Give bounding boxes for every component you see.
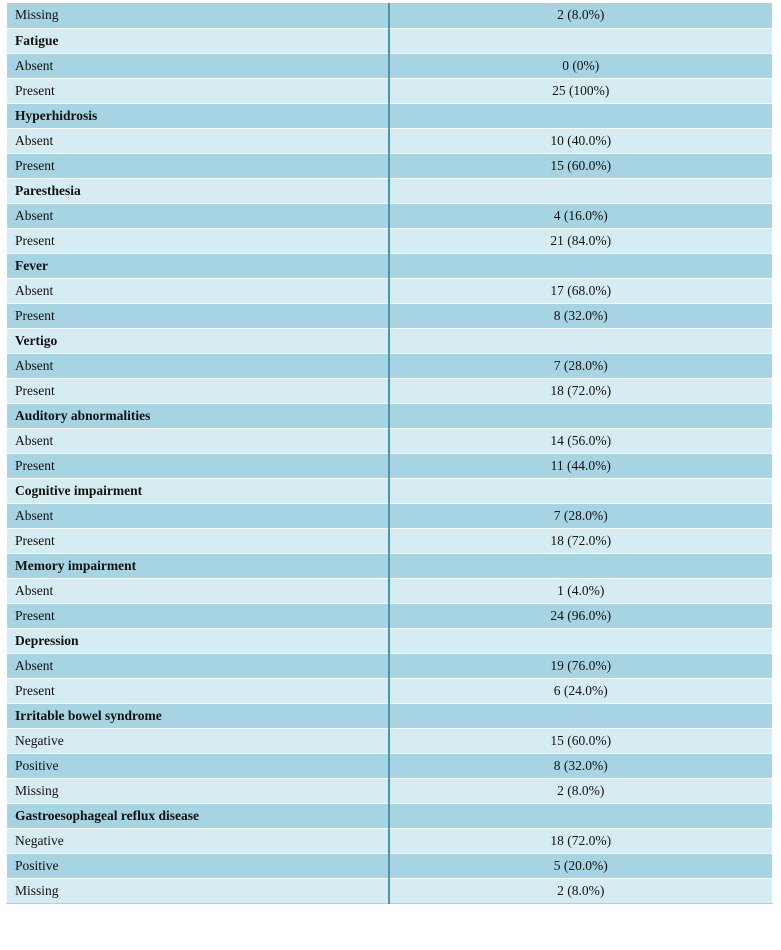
table-group-header-row bbox=[7, 553, 773, 578]
row-value: 6 (24.0%) bbox=[389, 678, 773, 703]
row-label: Absent bbox=[7, 503, 389, 528]
table-row bbox=[7, 203, 773, 228]
row-value: 0 (0%) bbox=[389, 53, 773, 78]
row-label: Positive bbox=[7, 853, 389, 878]
table-group-header-row bbox=[7, 628, 773, 653]
table-row bbox=[7, 428, 773, 453]
table-row bbox=[7, 453, 773, 478]
row-label: Auditory abnormalities bbox=[7, 403, 389, 428]
table-row bbox=[7, 78, 773, 103]
row-label: Present bbox=[7, 678, 389, 703]
row-value: 19 (76.0%) bbox=[389, 653, 773, 678]
row-value: 18 (72.0%) bbox=[389, 378, 773, 403]
table-group-header-row bbox=[7, 478, 773, 503]
row-value: 21 (84.0%) bbox=[389, 228, 773, 253]
row-label: Fever bbox=[7, 253, 389, 278]
table-row bbox=[7, 128, 773, 153]
row-label: Absent bbox=[7, 653, 389, 678]
row-value bbox=[389, 253, 773, 278]
row-value: 15 (60.0%) bbox=[389, 153, 773, 178]
table-row bbox=[7, 853, 773, 878]
row-value: 24 (96.0%) bbox=[389, 603, 773, 628]
row-value: 7 (28.0%) bbox=[389, 503, 773, 528]
row-label: Depression bbox=[7, 628, 389, 653]
row-label: Fatigue bbox=[7, 28, 389, 53]
row-value bbox=[389, 478, 773, 503]
row-label: Negative bbox=[7, 728, 389, 753]
table-group-header-row bbox=[7, 103, 773, 128]
row-value bbox=[389, 628, 773, 653]
row-value: 10 (40.0%) bbox=[389, 128, 773, 153]
row-value bbox=[389, 703, 773, 728]
row-value bbox=[389, 803, 773, 828]
table-row bbox=[7, 578, 773, 603]
row-value bbox=[389, 103, 773, 128]
row-value: 18 (72.0%) bbox=[389, 528, 773, 553]
row-value: 5 (20.0%) bbox=[389, 853, 773, 878]
row-value: 1 (4.0%) bbox=[389, 578, 773, 603]
table-row bbox=[7, 228, 773, 253]
row-label: Absent bbox=[7, 53, 389, 78]
table-group-header-row bbox=[7, 328, 773, 353]
row-label: Present bbox=[7, 78, 389, 103]
row-label: Missing bbox=[7, 878, 389, 903]
table-row bbox=[7, 778, 773, 803]
row-value: 2 (8.0%) bbox=[389, 878, 773, 903]
table-row bbox=[7, 3, 773, 28]
row-label: Absent bbox=[7, 278, 389, 303]
table-row bbox=[7, 728, 773, 753]
row-label: Paresthesia bbox=[7, 178, 389, 203]
table-group-header-row bbox=[7, 28, 773, 53]
row-label: Present bbox=[7, 303, 389, 328]
row-label: Present bbox=[7, 228, 389, 253]
row-label: Vertigo bbox=[7, 328, 389, 353]
row-label: Irritable bowel syndrome bbox=[7, 703, 389, 728]
row-value: 14 (56.0%) bbox=[389, 428, 773, 453]
row-label: Present bbox=[7, 153, 389, 178]
row-label: Cognitive impairment bbox=[7, 478, 389, 503]
table-row bbox=[7, 278, 773, 303]
row-value bbox=[389, 28, 773, 53]
row-label: Absent bbox=[7, 428, 389, 453]
row-value: 18 (72.0%) bbox=[389, 828, 773, 853]
table-body bbox=[7, 3, 773, 903]
row-label: Present bbox=[7, 528, 389, 553]
symptom-table bbox=[6, 3, 773, 904]
row-value bbox=[389, 403, 773, 428]
table-row bbox=[7, 678, 773, 703]
table-row bbox=[7, 53, 773, 78]
row-label: Negative bbox=[7, 828, 389, 853]
row-label: Absent bbox=[7, 203, 389, 228]
table-group-header-row bbox=[7, 403, 773, 428]
row-label: Present bbox=[7, 603, 389, 628]
row-value: 11 (44.0%) bbox=[389, 453, 773, 478]
table-row bbox=[7, 603, 773, 628]
row-value bbox=[389, 553, 773, 578]
row-label: Hyperhidrosis bbox=[7, 103, 389, 128]
row-value: 8 (32.0%) bbox=[389, 753, 773, 778]
table-row bbox=[7, 653, 773, 678]
row-value: 4 (16.0%) bbox=[389, 203, 773, 228]
row-value: 25 (100%) bbox=[389, 78, 773, 103]
table-row bbox=[7, 828, 773, 853]
row-value: 2 (8.0%) bbox=[389, 778, 773, 803]
table-row bbox=[7, 153, 773, 178]
row-value: 15 (60.0%) bbox=[389, 728, 773, 753]
table-group-header-row bbox=[7, 803, 773, 828]
table-row bbox=[7, 503, 773, 528]
row-label: Missing bbox=[7, 778, 389, 803]
row-value bbox=[389, 328, 773, 353]
row-value: 8 (32.0%) bbox=[389, 303, 773, 328]
row-label: Positive bbox=[7, 753, 389, 778]
table-row bbox=[7, 353, 773, 378]
row-label: Missing bbox=[7, 3, 389, 28]
row-label: Absent bbox=[7, 353, 389, 378]
row-value: 17 (68.0%) bbox=[389, 278, 773, 303]
row-value: 2 (8.0%) bbox=[389, 3, 773, 28]
row-label: Present bbox=[7, 378, 389, 403]
table-group-header-row bbox=[7, 253, 773, 278]
table-row bbox=[7, 378, 773, 403]
table-row bbox=[7, 753, 773, 778]
row-value bbox=[389, 178, 773, 203]
row-label: Absent bbox=[7, 128, 389, 153]
table-row bbox=[7, 528, 773, 553]
row-label: Absent bbox=[7, 578, 389, 603]
row-value: 7 (28.0%) bbox=[389, 353, 773, 378]
table-row bbox=[7, 303, 773, 328]
table-group-header-row bbox=[7, 178, 773, 203]
row-label: Gastroesophageal reflux disease bbox=[7, 803, 389, 828]
row-label: Present bbox=[7, 453, 389, 478]
table-row bbox=[7, 878, 773, 903]
row-label: Memory impairment bbox=[7, 553, 389, 578]
table-group-header-row bbox=[7, 703, 773, 728]
